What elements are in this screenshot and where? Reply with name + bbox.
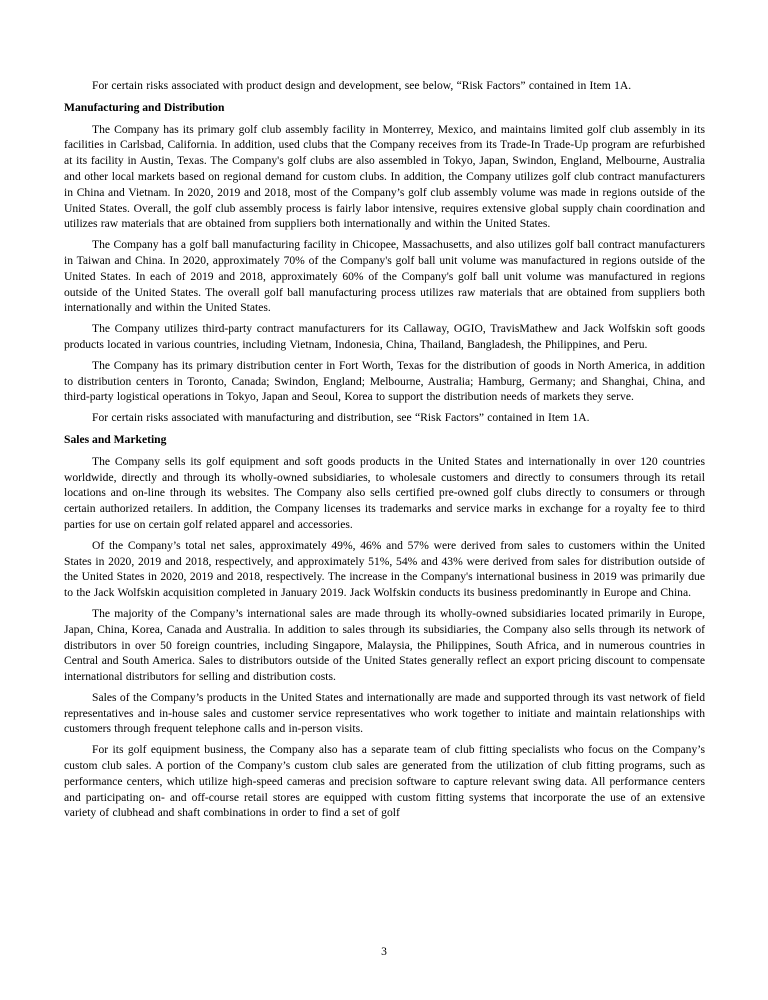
manufacturing-paragraph-assembly: The Company has its primary golf club assembly facility in Monterrey, Mexico, and maintains limited golf club assembly in its facilities in Carlsbad, California. In addition, used clubs that the Company receives from its Trade-In Trade-Up program are refurbished at its facility in Austin, Texas. The Company's golf clubs are also assembled in Tokyo, Japan, Swindon, England, Melbourne, Australia and other local markets based on regional demand for custom clubs. In addition, the Company utilizes golf club contract manufacturers in China and Vietnam. In 2020, 2019 and 2018, most of the Company’s golf club assembly volume was made in regions outside of the United States. Overall, the golf club assembly process is fairly labor intensive, requires extensive global supply chain coordination and utilizes raw materials that are obtained from suppliers both internationally and within the United States. [64, 122, 705, 231]
sales-paragraph-field-representatives: Sales of the Company’s products in the United States and internationally are made and supported through its vast network of field representatives and in-house sales and customer service representatives who work together to initiate and maintain relationships with customers through frequent telephone calls and in-person visits. [64, 690, 705, 736]
intro-paragraph: For certain risks associated with product design and development, see below, “Risk Factors” contained in Item 1A. [92, 79, 632, 92]
manufacturing-paragraph-golf-ball: The Company has a golf ball manufacturing facility in Chicopee, Massachusetts, and also utilizes golf ball contract manufacturers in Taiwan and China. In 2020, approximately 70% of the Company's golf ball unit volume was manufactured in regions outside of the United States. In each of 2019 and 2018, approximately 60% of the Company's golf ball unit volume was manufactured in regions outside of the United States. The overall golf ball manufacturing process utilizes raw materials that are obtained from suppliers both internationally and within the United States. [64, 238, 705, 315]
manufacturing-paragraph-soft-goods: The Company utilizes third-party contract manufacturers for its Callaway, OGIO, TravisMathew and Jack Wolfskin soft goods products located in various countries, including Vietnam, Indonesia, China, Thailand, Bangladesh, the Philippines, and Peru. [64, 322, 705, 351]
sales-paragraph-overview: The Company sells its golf equipment and soft goods products in the United States and internationally in over 120 countries worldwide, directly and through its wholly-owned subsidiaries, to wholesale customers and directly to consumers through its retail locations and on-line through its websites. The Company also sells certified pre-owned golf clubs directly to consumers or through certain authorized retailers. In addition, the Company licenses its trademarks and service marks in exchange for a royalty fee to third parties for use on certain golf related apparel and accessories. [64, 454, 705, 531]
sales-paragraph-net-sales-split: Of the Company’s total net sales, approximately 49%, 46% and 57% were derived from sales to customers within the United States in 2020, 2019 and 2018, respectively, and approximately 51%, 54% and 43% were derived from sales for distribution outside of the United States in 2020, 2019 and 2018, respectively. The increase in the Company's international business in 2019 was primarily due to the Jack Wolfskin acquisition completed in January 2019. Jack Wolfskin conducts its business predominantly in Europe and China. [64, 538, 705, 600]
manufacturing-paragraph-risk-note: For certain risks associated with manufacturing and distribution, see “Risk Factors” contained in Item 1A. [92, 411, 590, 425]
section-heading-sales-and-marketing: Sales and Marketing [64, 432, 167, 446]
manufacturing-paragraph-distribution-centers: The Company has its primary distribution center in Fort Worth, Texas for the distribution of goods in North America, in addition to distribution centers in Toronto, Canada; Swindon, England; Melbourne, Australia; Hamburg, Germany; and Shanghai, China, and third-party logistical operations in Tokyo, Japan and Seoul, Korea to support the distribution needs of markets they serve. [64, 358, 705, 404]
sales-paragraph-international: The majority of the Company’s international sales are made through its wholly-owned subsidiaries located primarily in Europe, Japan, China, Korea, Canada and Australia. In addition to sales through its subsidiaries, the Company also sells through its network of distributors in over 50 foreign countries, including Singapore, Malaysia, the Philippines, South Africa, and in numerous countries in Central and South America. Sales to distributors outside of the United States generally reflect an export pricing discount to compensate international distributors for selling and distribution costs. [64, 606, 705, 684]
sales-paragraph-club-fitting: For its golf equipment business, the Company also has a separate team of club fitting specialists who focus on the Company’s custom club sales. A portion of the Company’s custom club sales are generated from the utilization of club fitting programs, such as performance centers, which utilize high-speed cameras and precision software to capture relevant swing data. All performance centers and participating on- and off-course retail stores are equipped with custom fitting systems that incorporate the use of an extensive variety of clubhead and shaft combinations in order to find a set of golf [64, 743, 705, 820]
section-heading-manufacturing-and-distribution: Manufacturing and Distribution [64, 100, 225, 114]
page-number: 3 [381, 945, 387, 958]
